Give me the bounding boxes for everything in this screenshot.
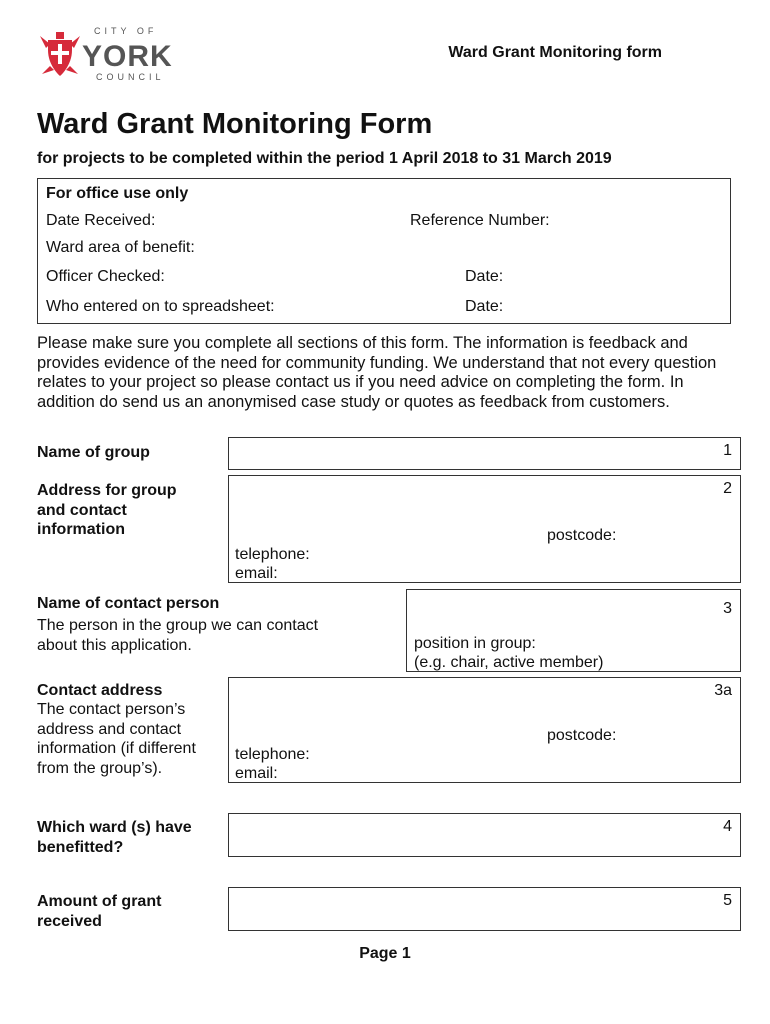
position-hint: (e.g. chair, active member) — [414, 654, 604, 671]
contact-person-description — [37, 616, 318, 655]
field-number: 5 — [723, 892, 732, 909]
contact-address-description — [37, 700, 196, 778]
ward-label-line: Which ward (s) have — [37, 819, 192, 836]
address-label-line: information — [37, 521, 125, 538]
field-number: 1 — [723, 442, 732, 459]
email-label: email: — [235, 765, 278, 782]
address-label-line: and contact — [37, 501, 127, 519]
contact-address-desc-line: from the group’s). — [37, 759, 163, 777]
contact-address-label: Contact address — [37, 682, 163, 699]
contact-person-field[interactable] — [406, 589, 741, 672]
contact-address-desc-line: address and contact — [37, 720, 182, 738]
address-label — [37, 481, 177, 540]
logo-council-text: COUNCIL — [96, 72, 165, 82]
amount-field[interactable] — [228, 887, 741, 931]
telephone-label: telephone: — [235, 746, 310, 763]
contact-person-label: Name of contact person — [37, 595, 220, 612]
contact-address-field[interactable] — [228, 677, 741, 783]
ward-label-line: benefitted? — [37, 838, 124, 856]
postcode-label: postcode: — [547, 727, 617, 744]
ward-label — [37, 818, 192, 857]
ward-field[interactable] — [228, 813, 741, 857]
telephone-label: telephone: — [235, 546, 310, 563]
group-address-field[interactable] — [228, 475, 741, 583]
email-label: email: — [235, 565, 278, 582]
field-number: 3 — [723, 600, 732, 617]
field-number: 3a — [714, 682, 732, 699]
field-number: 4 — [723, 818, 732, 835]
office-use-box — [37, 178, 731, 324]
field-number: 2 — [723, 480, 732, 497]
amount-label — [37, 892, 161, 931]
contact-person-desc-line: The person in the group we can contact — [37, 617, 319, 634]
office-heading: For office use only — [46, 185, 189, 202]
page-title: Ward Grant Monitoring Form — [37, 108, 433, 140]
page-subtitle: for projects to be completed within the period 1 April 2018 to 31 March 2019 — [37, 150, 612, 167]
contact-person-desc-line: about this application. — [37, 636, 192, 654]
contact-address-desc-line: The contact person’s — [37, 701, 186, 718]
amount-label-line: Amount of grant — [37, 893, 162, 910]
address-label-line: Address for group — [37, 482, 177, 499]
amount-label-line: received — [37, 912, 102, 930]
officer-date-label: Date: — [465, 268, 504, 285]
position-label: position in group: — [414, 635, 536, 652]
officer-checked-label: Officer Checked: — [46, 268, 165, 285]
ward-area-label: Ward area of benefit: — [46, 239, 195, 256]
who-entered-label: Who entered on to spreadsheet: — [46, 298, 275, 315]
date-received-label: Date Received: — [46, 212, 156, 229]
page-number: Page 1 — [359, 945, 411, 962]
intro-paragraph: Please make sure you complete all sections of this form. The information is feedback and provides evidence of the need for community funding. We understand that not every question relates to your project so please contact us if you need advice on completing the form. In addition do send us an anonymised case study or quotes as feedback from customers. — [37, 334, 717, 411]
logo-york-text: YORK — [82, 40, 173, 73]
name-of-group-field[interactable] — [228, 437, 741, 470]
header-form-title: Ward Grant Monitoring form — [448, 44, 662, 61]
postcode-label: postcode: — [547, 527, 617, 544]
contact-address-desc-line: information (if different — [37, 740, 196, 757]
reference-number-label: Reference Number: — [410, 212, 550, 229]
logo-city-text: CITY OF — [94, 26, 158, 36]
spreadsheet-date-label: Date: — [465, 298, 504, 315]
name-of-group-label: Name of group — [37, 444, 150, 461]
